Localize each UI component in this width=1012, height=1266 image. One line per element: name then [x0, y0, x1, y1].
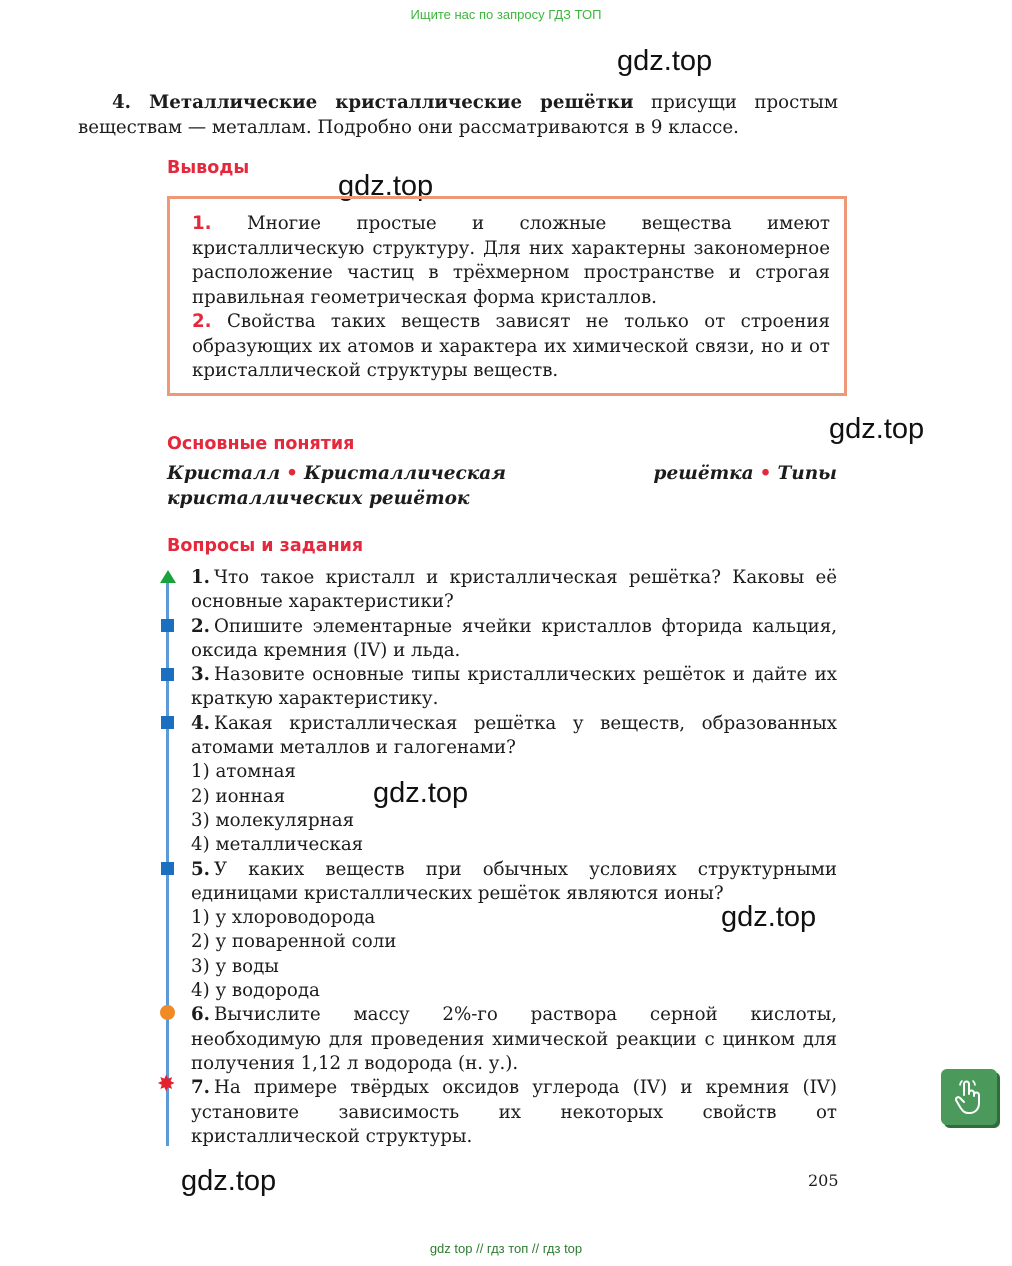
intro-paragraph [78, 91, 838, 140]
concept-separator: • [286, 463, 298, 484]
conclusion-number: 2. [192, 311, 212, 332]
question-number: 7. [191, 1077, 210, 1099]
bottom-links[interactable]: gdz top // гдз топ // гдз top [429, 1241, 583, 1256]
answer-option: 1) атомная [191, 761, 296, 783]
page-number: 205 [808, 1171, 839, 1190]
question-item [191, 663, 837, 712]
watermark: gdz.top [721, 901, 817, 933]
answer-option: 4) у водорода [191, 980, 320, 1002]
triangle-marker-icon [160, 570, 176, 583]
watermark: gdz.top [617, 45, 713, 77]
intro-bold: 4. Металлические кристаллические решётки [112, 92, 634, 113]
conclusion-item [192, 310, 830, 384]
answer-option: 4) металлическая [191, 834, 364, 856]
questions-heading: Вопросы и задания [167, 536, 364, 556]
watermark: gdz.top [829, 413, 925, 445]
conclusion-text: Свойства таких веществ зависят не только от строения образующих их атомов и характера их химической связи, но и от кристаллической структуры веществ. [192, 311, 830, 381]
answer-option: 1) у хлороводорода [191, 907, 376, 929]
conclusions-box [167, 196, 847, 396]
answer-option: 2) у поваренной соли [191, 931, 397, 953]
conclusions-heading: Выводы [167, 158, 250, 178]
questions-list [191, 566, 837, 1149]
square-marker-icon [161, 862, 174, 875]
question-number: 4. [191, 712, 210, 734]
question-number: 5. [191, 858, 210, 880]
question-text: Что такое кристалл и кристаллическая решётка? Каковы её основные характеристики? [191, 567, 837, 613]
top-banner[interactable]: Ищите нас по запросу ГДЗ ТОП [410, 7, 602, 22]
concept-term: Кристалл [167, 463, 281, 484]
conclusion-item [192, 212, 830, 310]
question-text: Назовите основные типы кристаллических решёток и дайте их краткую характеристику. [191, 664, 837, 710]
concepts-heading: Основные понятия [167, 434, 355, 454]
square-marker-icon [161, 716, 174, 729]
conclusion-number: 1. [192, 213, 212, 234]
concept-separator: • [759, 463, 772, 484]
concept-term: Кристаллическая решётка [303, 463, 754, 484]
star-marker-icon: ✸ [157, 1072, 176, 1097]
question-text: Опишите элементарные ячейки кристаллов фторида кальция, оксида кремния (IV) и льда. [191, 615, 837, 661]
question-text: На примере твёрдых оксидов углерода (IV) и кремния (IV) установите зависимость их некоторых свойств от кристаллической структуры. [191, 1077, 837, 1147]
square-marker-icon [161, 619, 174, 632]
answer-option: 2) ионная [191, 785, 286, 807]
concept-term: Типы кристаллических решёток [167, 463, 837, 509]
question-text: У каких веществ при обычных условиях структурными единицами кристаллических решёток являются ионы? [191, 858, 837, 904]
question-text: Вычислите массу 2%-го раствора серной кислоты, необходимую для проведения химической реакции с цинком для получения 1,12 л водорода (н. у.). [191, 1004, 837, 1074]
question-number: 1. [191, 567, 210, 588]
square-marker-icon [161, 668, 174, 681]
answer-option: 3) молекулярная [191, 809, 355, 831]
conclusion-text: Многие простые и сложные вещества имеют кристаллическую структуру. Для них характерны закономерное расположение частиц в трёхмерном пространстве и строгая правильная геометрическая форма кристаллов. [192, 213, 830, 308]
question-number: 3. [191, 664, 210, 686]
circle-marker-icon [160, 1005, 175, 1020]
question-item [191, 615, 837, 664]
answer-option: 3) у воды [191, 955, 279, 977]
question-number: 6. [191, 1004, 210, 1026]
question-item [191, 858, 837, 907]
touch-button[interactable] [941, 1069, 997, 1125]
question-item [191, 1076, 837, 1149]
question-number: 2. [191, 615, 210, 637]
intro-rest: присущи простым веществам — металлам. Подробно они рассматриваются в 9 классе. [78, 92, 839, 138]
concepts-list [167, 462, 837, 511]
question-item [191, 712, 837, 761]
watermark: gdz.top [181, 1165, 277, 1197]
question-item [191, 1003, 837, 1076]
question-text: Какая кристаллическая решётка у веществ, образованных атомами металлов и галогенами? [191, 712, 837, 759]
watermark: gdz.top [338, 170, 434, 202]
question-item [191, 566, 837, 615]
watermark: gdz.top [373, 777, 469, 809]
